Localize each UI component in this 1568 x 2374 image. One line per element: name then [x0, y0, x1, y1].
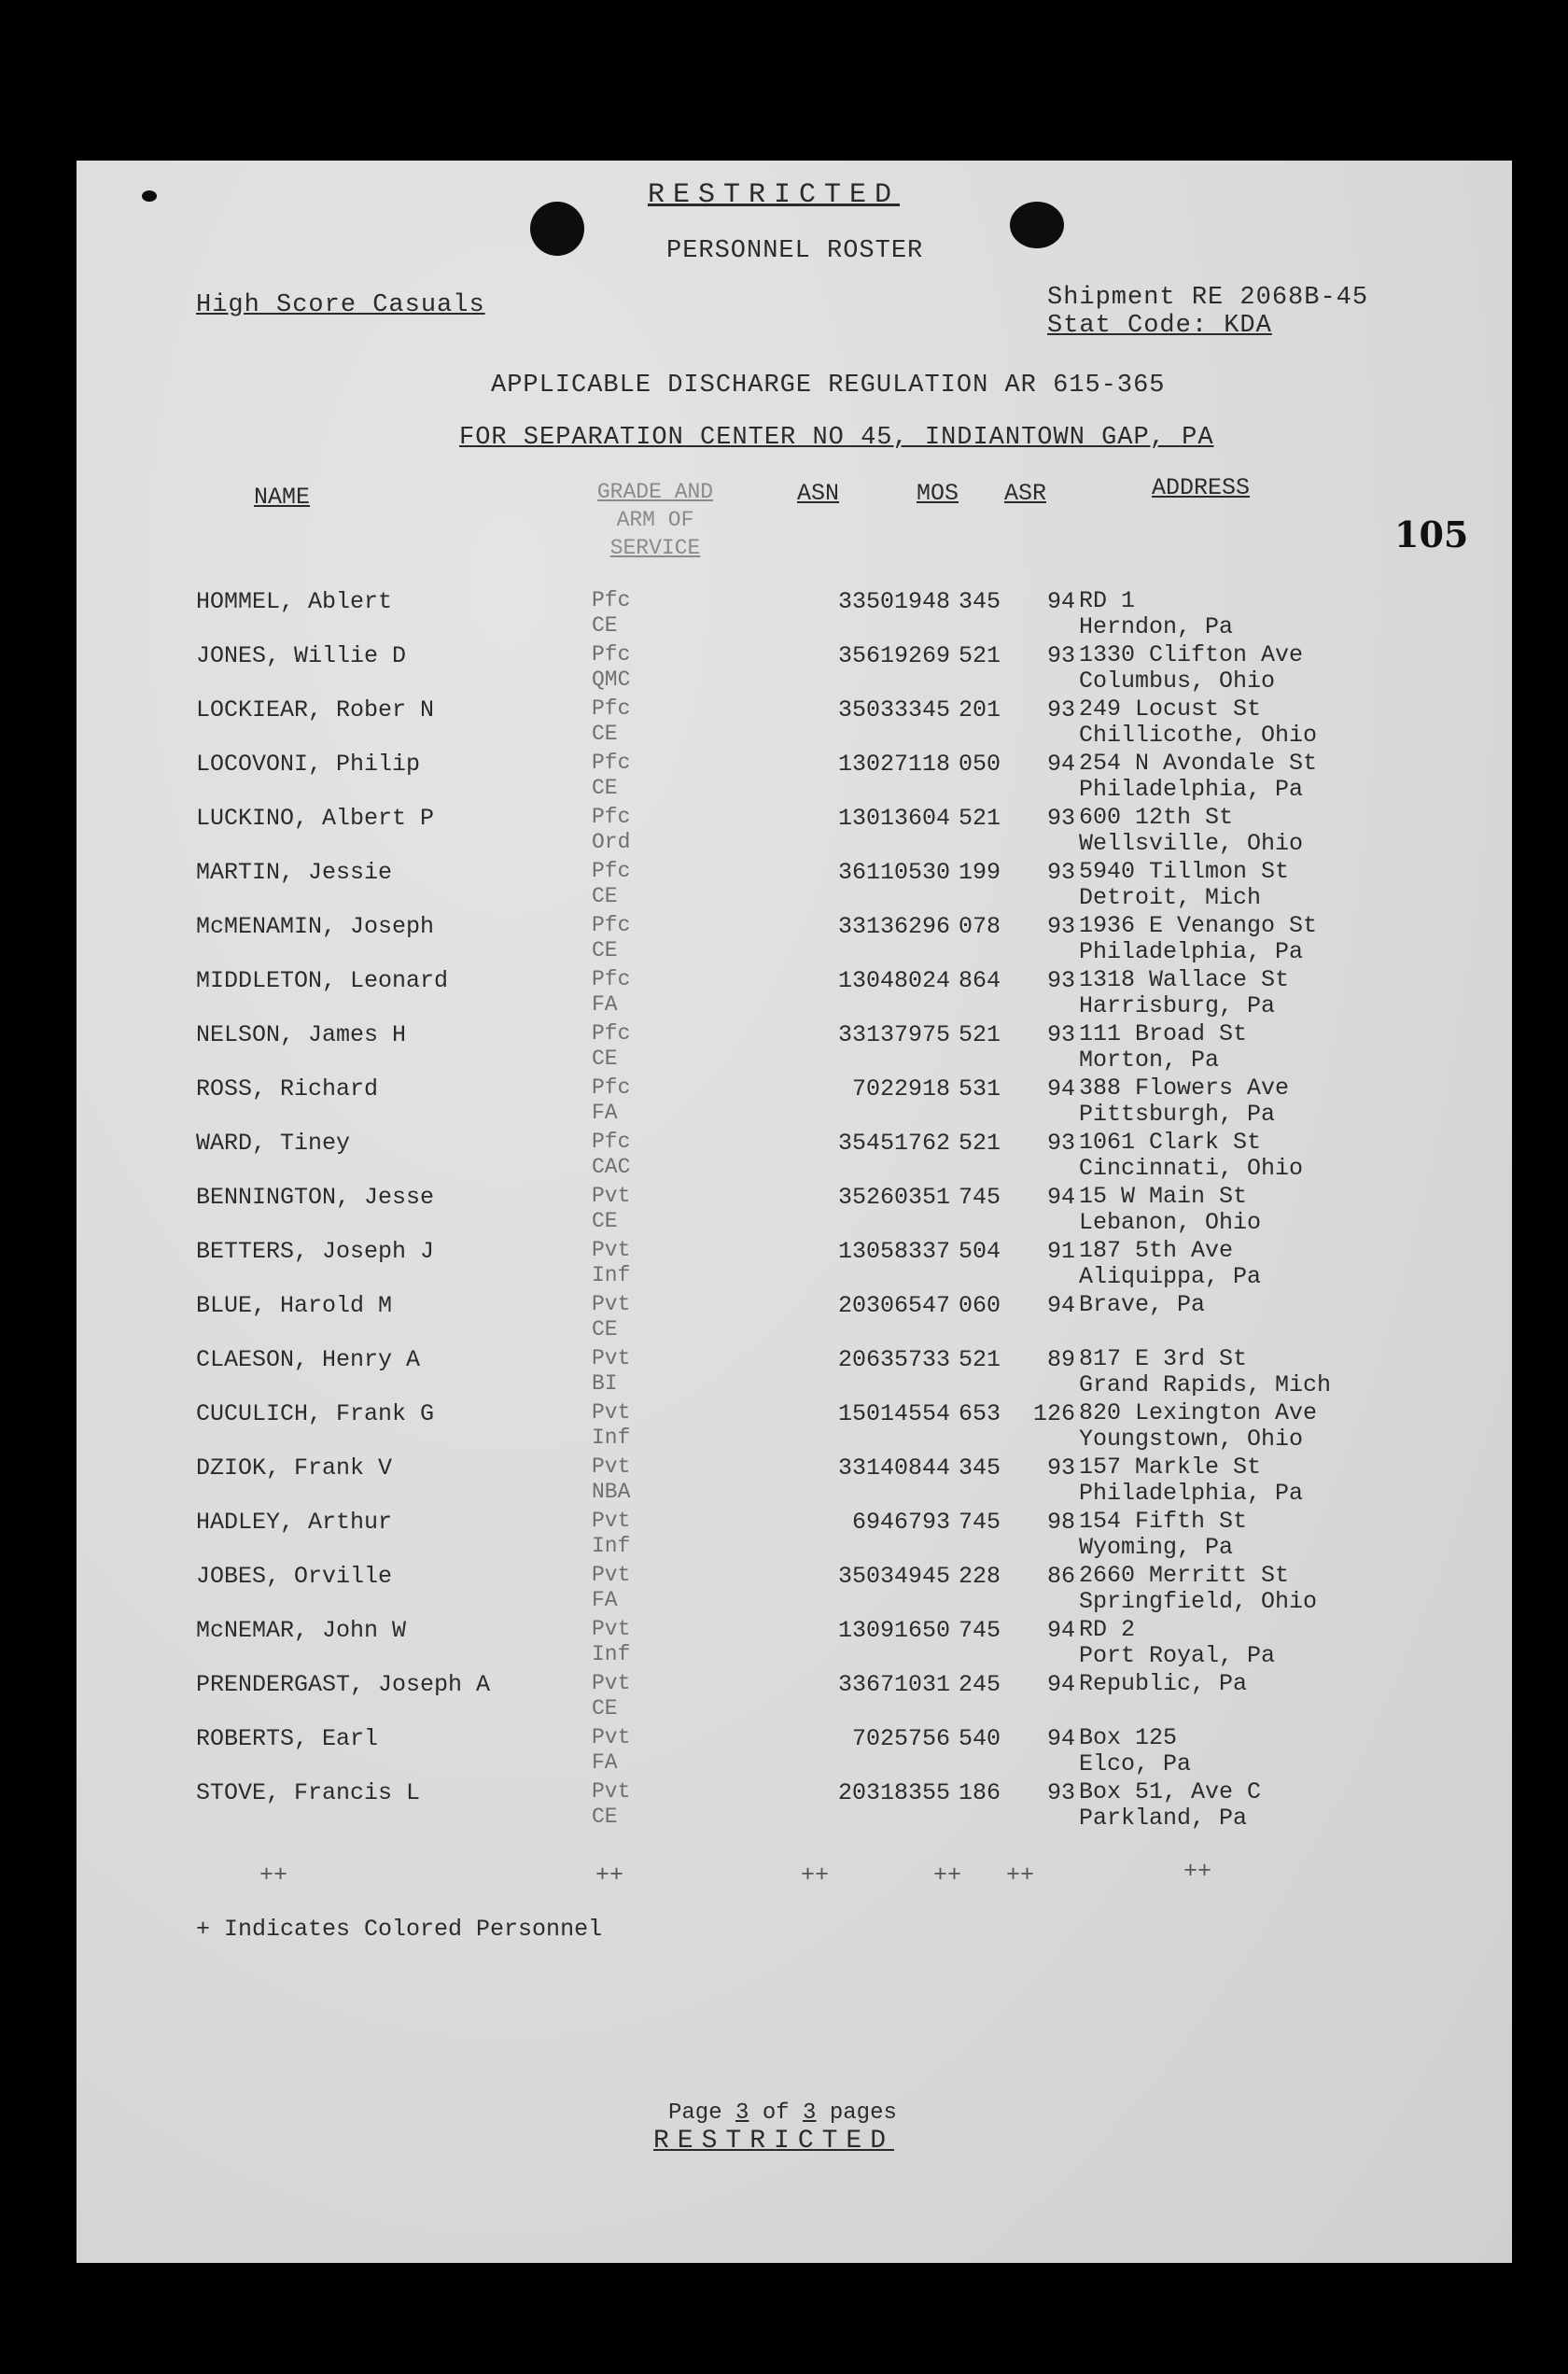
row-grade-rank: Pfc [592, 696, 631, 721]
row-mos: 504 [958, 1238, 1001, 1265]
row-grade-arm: CE [592, 613, 618, 638]
table-row [77, 588, 1512, 642]
row-address-line2: Pittsburgh, Pa [1079, 1101, 1276, 1128]
row-grade-rank: Pvt [592, 1238, 631, 1262]
row-address [1079, 1021, 1247, 1074]
row-asr: 94 [1046, 751, 1075, 778]
table-row [77, 1671, 1512, 1725]
row-address-line2: Columbus, Ohio [1079, 667, 1276, 695]
row-asr: 93 [1046, 805, 1075, 832]
row-grade-arm: Inf [592, 1263, 631, 1287]
table-row [77, 1238, 1512, 1292]
row-asn: 33501948 [837, 588, 950, 615]
roster-title: PERSONNEL ROSTER [666, 237, 924, 265]
row-grade-arm: CE [592, 776, 618, 800]
row-asn: 15014554 [837, 1400, 950, 1427]
row-address-line1: 157 Markle St [1079, 1454, 1262, 1481]
row-asn: 35619269 [837, 642, 950, 669]
row-grade-arm: CAC [592, 1155, 631, 1179]
row-grade [592, 1454, 630, 1505]
row-grade [592, 1509, 630, 1559]
row-grade [592, 805, 630, 855]
row-grade-rank: Pfc [592, 805, 631, 829]
row-name: MARTIN, Jessie [196, 859, 393, 886]
row-address-line1: 187 5th Ave [1079, 1237, 1234, 1264]
row-grade-rank: Pvt [592, 1346, 631, 1370]
row-grade-rank: Pfc [592, 642, 631, 667]
row-asn: 35451762 [837, 1130, 950, 1157]
row-asn: 13027118 [837, 751, 950, 778]
row-name: CLAESON, Henry A [196, 1346, 421, 1373]
row-grade-rank: Pvt [592, 1671, 631, 1695]
table-row [77, 1346, 1512, 1400]
row-name: McMENAMIN, Joseph [196, 913, 435, 940]
row-address [1079, 1454, 1303, 1507]
row-address [1079, 1238, 1261, 1290]
row-asn: 13048024 [837, 967, 950, 994]
row-address [1079, 1725, 1191, 1777]
row-address-line2: Wellsville, Ohio [1079, 830, 1304, 857]
table-row [77, 1130, 1512, 1184]
row-grade-arm: CE [592, 938, 618, 962]
row-address-line1: 817 E 3rd St [1079, 1345, 1248, 1372]
stat-code: Stat Code: KDA [1047, 312, 1272, 340]
row-address-line1: Box 125 [1079, 1724, 1178, 1751]
row-grade-rank: Pfc [592, 1021, 631, 1046]
row-address [1079, 642, 1303, 695]
table-row [77, 696, 1512, 751]
row-grade-rank: Pvt [592, 1454, 631, 1479]
separation-center: FOR SEPARATION CENTER NO 45, INDIANTOWN GAP, PA [459, 424, 1214, 452]
table-row [77, 913, 1512, 967]
row-address-line2: Port Royal, Pa [1079, 1642, 1276, 1669]
grade-header-line2: ARM OF [616, 508, 694, 532]
column-header-asr: ASR [1004, 480, 1047, 507]
row-asn: 6946793 [851, 1509, 950, 1536]
row-mos: 245 [958, 1671, 1001, 1698]
row-address-line1: 2660 Merritt St [1079, 1562, 1290, 1589]
row-asr: 93 [1046, 642, 1075, 669]
row-name: HADLEY, Arthur [196, 1509, 393, 1536]
row-asr: 94 [1046, 1075, 1075, 1103]
page-current: 3 [735, 2100, 749, 2126]
row-address-line2: Wyoming, Pa [1079, 1534, 1234, 1561]
row-grade-arm: FA [592, 1101, 618, 1125]
row-asr: 86 [1046, 1563, 1075, 1590]
row-address-line1: 249 Locust St [1079, 695, 1262, 723]
row-address-line2: Morton, Pa [1079, 1047, 1220, 1074]
table-row [77, 1184, 1512, 1238]
row-address [1079, 588, 1233, 640]
table-row [77, 1454, 1512, 1509]
row-address [1079, 1779, 1261, 1832]
row-name: CUCULICH, Frank G [196, 1400, 435, 1427]
row-grade-arm: CE [592, 1317, 618, 1342]
row-name: BETTERS, Joseph J [196, 1238, 435, 1265]
table-row [77, 1075, 1512, 1130]
row-grade-rank: Pvt [592, 1400, 631, 1425]
row-grade [592, 751, 630, 801]
row-grade [592, 1238, 630, 1288]
end-mark-asn: ++ [801, 1861, 830, 1889]
row-asr: 93 [1046, 967, 1075, 994]
row-asn: 33671031 [837, 1671, 950, 1698]
row-address-line1: 1318 Wallace St [1079, 966, 1290, 993]
grade-header-line3: SERVICE [609, 536, 701, 560]
row-grade [592, 967, 630, 1018]
row-address-line1: 154 Fifth St [1079, 1508, 1248, 1535]
table-row [77, 1509, 1512, 1563]
row-grade-arm: Inf [592, 1534, 631, 1558]
row-asn: 20635733 [837, 1346, 950, 1373]
row-mos: 745 [958, 1184, 1001, 1211]
row-address [1079, 696, 1317, 749]
row-name: JONES, Willie D [196, 642, 407, 669]
row-grade-arm: Ord [592, 830, 631, 854]
row-grade-arm: FA [592, 992, 618, 1017]
row-name: BENNINGTON, Jesse [196, 1184, 435, 1211]
row-address-line1: 600 12th St [1079, 804, 1234, 831]
table-row [77, 859, 1512, 913]
row-asn: 7022918 [851, 1075, 950, 1103]
shipment-number: Shipment RE 2068B-45 [1047, 284, 1369, 312]
row-address-line2: Philadelphia, Pa [1079, 1480, 1304, 1507]
row-grade-arm: CE [592, 1047, 618, 1071]
row-asr: 89 [1046, 1346, 1075, 1373]
row-address [1079, 1184, 1261, 1236]
column-header-asn: ASN [797, 480, 840, 507]
row-address-line2: Springfield, Ohio [1079, 1588, 1318, 1615]
row-address [1079, 751, 1317, 803]
table-row [77, 967, 1512, 1021]
row-asn: 33140844 [837, 1454, 950, 1482]
row-address-line1: Brave, Pa [1079, 1291, 1206, 1318]
row-address-line2: Detroit, Mich [1079, 884, 1262, 911]
row-grade-arm: CE [592, 1805, 618, 1829]
row-address-line2: Parkland, Pa [1079, 1805, 1248, 1832]
row-grade [592, 1617, 630, 1667]
row-grade [592, 1779, 630, 1830]
row-grade-rank: Pvt [592, 1563, 631, 1587]
row-grade [592, 1346, 630, 1397]
row-asr: 93 [1046, 1454, 1075, 1482]
row-address [1079, 1509, 1247, 1561]
row-grade-rank: Pvt [592, 1292, 631, 1316]
row-address [1079, 805, 1303, 857]
row-asn: 7025756 [851, 1725, 950, 1752]
row-asr: 93 [1046, 1779, 1075, 1806]
row-asr: 98 [1046, 1509, 1075, 1536]
row-grade-rank: Pvt [592, 1184, 631, 1208]
table-row [77, 642, 1512, 696]
row-address-line2: Lebanon, Ohio [1079, 1209, 1262, 1236]
row-mos: 050 [958, 751, 1001, 778]
row-asn: 13058337 [837, 1238, 950, 1265]
row-name: LUCKINO, Albert P [196, 805, 435, 832]
row-address-line1: 5940 Tillmon St [1079, 858, 1290, 885]
row-grade [592, 588, 630, 639]
row-address-line2: Herndon, Pa [1079, 613, 1234, 640]
row-address [1079, 1617, 1275, 1669]
row-grade [592, 859, 630, 909]
row-address [1079, 1671, 1247, 1697]
row-address [1079, 1400, 1317, 1453]
row-asn: 35033345 [837, 696, 950, 723]
restricted-header: RESTRICTED [648, 179, 901, 211]
row-asr: 94 [1046, 1671, 1075, 1698]
row-grade [592, 1400, 630, 1451]
row-grade-rank: Pfc [592, 859, 631, 883]
row-name: MIDDLETON, Leonard [196, 967, 449, 994]
row-address-line2: Cincinnati, Ohio [1079, 1155, 1304, 1182]
page-total: 3 [803, 2100, 817, 2126]
row-mos: 864 [958, 967, 1001, 994]
row-asr: 93 [1046, 913, 1075, 940]
row-address-line1: 1061 Clark St [1079, 1129, 1262, 1156]
row-grade [592, 1563, 630, 1613]
roster-page [77, 161, 1512, 2263]
row-mos: 078 [958, 913, 1001, 940]
row-grade-rank: Pfc [592, 1075, 631, 1100]
row-address [1079, 859, 1289, 911]
row-asr: 93 [1046, 1130, 1075, 1157]
row-address-line1: 388 Flowers Ave [1079, 1075, 1290, 1102]
restricted-footer: RESTRICTED [653, 2127, 895, 2156]
row-mos: 521 [958, 1021, 1001, 1048]
row-grade-arm: QMC [592, 667, 631, 692]
row-grade-rank: Pfc [592, 588, 631, 612]
row-grade-rank: Pfc [592, 1130, 631, 1154]
table-row [77, 1292, 1512, 1346]
row-grade-rank: Pfc [592, 967, 631, 991]
row-asr: 94 [1046, 1184, 1075, 1211]
row-address-line2: Elco, Pa [1079, 1750, 1192, 1777]
row-grade-arm: FA [592, 1588, 618, 1612]
row-address [1079, 1130, 1303, 1182]
row-asn: 35260351 [837, 1184, 950, 1211]
row-address [1079, 913, 1317, 965]
row-mos: 199 [958, 859, 1001, 886]
row-grade [592, 913, 630, 963]
row-name: McNEMAR, John W [196, 1617, 407, 1644]
row-grade [592, 696, 630, 747]
row-asr: 94 [1046, 1292, 1075, 1319]
end-mark-asr: ++ [1006, 1861, 1035, 1889]
table-row [77, 805, 1512, 859]
row-address-line2: Chillicothe, Ohio [1079, 722, 1318, 749]
row-address-line1: Box 51, Ave C [1079, 1778, 1262, 1805]
footnote: + Indicates Colored Personnel [196, 1916, 603, 1943]
row-address-line1: 820 Lexington Ave [1079, 1399, 1318, 1426]
row-address [1079, 967, 1289, 1019]
end-mark-grade: ++ [595, 1861, 624, 1889]
page-suffix: pages [829, 2100, 897, 2126]
row-asn: 20318355 [837, 1779, 950, 1806]
row-address-line1: 1330 Clifton Ave [1079, 641, 1304, 668]
row-grade-arm: CE [592, 1696, 618, 1721]
row-address-line2: Aliquippa, Pa [1079, 1263, 1262, 1290]
page-indicator [668, 2100, 897, 2126]
table-row [77, 1563, 1512, 1617]
row-mos: 060 [958, 1292, 1001, 1319]
row-grade-rank: Pfc [592, 751, 631, 775]
row-grade [592, 1184, 630, 1234]
table-row [77, 1779, 1512, 1833]
row-asr: 93 [1046, 696, 1075, 723]
table-row [77, 1400, 1512, 1454]
ink-blot [142, 190, 157, 202]
row-address [1079, 1563, 1317, 1615]
row-mos: 653 [958, 1400, 1001, 1427]
row-mos: 745 [958, 1617, 1001, 1644]
row-mos: 521 [958, 642, 1001, 669]
row-mos: 745 [958, 1509, 1001, 1536]
row-address [1079, 1075, 1289, 1128]
row-asr: 93 [1046, 1021, 1075, 1048]
row-grade [592, 1671, 630, 1721]
table-row [77, 1617, 1512, 1671]
row-name: BLUE, Harold M [196, 1292, 393, 1319]
table-row [77, 751, 1512, 805]
row-asn: 36110530 [837, 859, 950, 886]
row-asn: 20306547 [837, 1292, 950, 1319]
row-grade-rank: Pfc [592, 913, 631, 937]
column-header-name: NAME [254, 484, 311, 511]
row-grade [592, 1075, 630, 1126]
row-name: LOCKIEAR, Rober N [196, 696, 435, 723]
row-grade [592, 1021, 630, 1072]
row-address-line2: Grand Rapids, Mich [1079, 1371, 1332, 1398]
row-asn: 33136296 [837, 913, 950, 940]
row-grade [592, 642, 630, 693]
group-label: High Score Casuals [196, 291, 485, 319]
row-asr: 126 [1032, 1400, 1075, 1427]
row-grade-rank: Pvt [592, 1617, 631, 1641]
row-name: STOVE, Francis L [196, 1779, 421, 1806]
table-row [77, 1725, 1512, 1779]
row-name: HOMMEL, Ablert [196, 588, 393, 615]
punch-hole-right [1010, 202, 1064, 248]
row-address-line1: RD 2 [1079, 1616, 1136, 1643]
row-grade-rank: Pvt [592, 1725, 631, 1749]
row-grade-arm: Inf [592, 1426, 631, 1450]
row-asr: 94 [1046, 1617, 1075, 1644]
page-of: of [762, 2100, 790, 2126]
row-grade-arm: CE [592, 1209, 618, 1233]
row-name: JOBES, Orville [196, 1563, 393, 1590]
table-row [77, 1021, 1512, 1075]
row-grade-rank: Pvt [592, 1779, 631, 1804]
row-grade-arm: FA [592, 1750, 618, 1775]
page-prefix: Page [668, 2100, 722, 2126]
row-mos: 521 [958, 805, 1001, 832]
row-mos: 228 [958, 1563, 1001, 1590]
column-header-grade [571, 478, 739, 562]
row-mos: 540 [958, 1725, 1001, 1752]
row-address-line2: Philadelphia, Pa [1079, 776, 1304, 803]
end-mark-name: ++ [259, 1861, 288, 1889]
row-address-line1: 15 W Main St [1079, 1183, 1248, 1210]
end-mark-address: ++ [1183, 1858, 1212, 1885]
row-grade-arm: NBA [592, 1480, 631, 1504]
row-asr: 91 [1046, 1238, 1075, 1265]
row-grade [592, 1725, 630, 1776]
row-name: PRENDERGAST, Joseph A [196, 1671, 491, 1698]
column-header-address: ADDRESS [1152, 474, 1251, 501]
row-grade-arm: CE [592, 884, 618, 908]
row-mos: 201 [958, 696, 1001, 723]
row-asn: 33137975 [837, 1021, 950, 1048]
row-name: ROBERTS, Earl [196, 1725, 379, 1752]
row-mos: 521 [958, 1346, 1001, 1373]
row-address-line1: 1936 E Venango St [1079, 912, 1318, 939]
row-mos: 345 [958, 1454, 1001, 1482]
row-name: WARD, Tiney [196, 1130, 351, 1157]
row-address-line2: Harrisburg, Pa [1079, 992, 1276, 1019]
row-address-line1: 111 Broad St [1079, 1020, 1248, 1047]
row-mos: 345 [958, 588, 1001, 615]
row-address-line1: 254 N Avondale St [1079, 750, 1318, 777]
discharge-regulation: APPLICABLE DISCHARGE REGULATION AR 615-365 [491, 372, 1166, 400]
row-asr: 93 [1046, 859, 1075, 886]
row-address-line2: Philadelphia, Pa [1079, 938, 1304, 965]
row-mos: 186 [958, 1779, 1001, 1806]
row-asn: 35034945 [837, 1563, 950, 1590]
row-grade-rank: Pvt [592, 1509, 631, 1533]
row-grade-arm: CE [592, 722, 618, 746]
punch-hole-left [530, 202, 584, 256]
row-asn: 13013604 [837, 805, 950, 832]
row-mos: 521 [958, 1130, 1001, 1157]
row-grade [592, 1292, 630, 1342]
column-header-mos: MOS [917, 480, 959, 507]
end-mark-mos: ++ [933, 1861, 962, 1889]
row-name: NELSON, James H [196, 1021, 407, 1048]
row-mos: 531 [958, 1075, 1001, 1103]
row-name: LOCOVONI, Philip [196, 751, 421, 778]
row-grade [592, 1130, 630, 1180]
row-asr: 94 [1046, 1725, 1075, 1752]
row-address-line1: RD 1 [1079, 587, 1136, 614]
row-name: ROSS, Richard [196, 1075, 379, 1103]
row-asr: 94 [1046, 588, 1075, 615]
row-name: DZIOK, Frank V [196, 1454, 393, 1482]
row-asn: 13091650 [837, 1617, 950, 1644]
row-address [1079, 1346, 1331, 1398]
row-address-line2: Youngstown, Ohio [1079, 1426, 1304, 1453]
row-grade-arm: BI [592, 1371, 618, 1396]
row-grade-arm: Inf [592, 1642, 631, 1666]
row-address [1079, 1292, 1205, 1318]
row-address-line1: Republic, Pa [1079, 1670, 1248, 1697]
grade-header-line1: GRADE AND [596, 480, 714, 504]
page-stamp-number: 105 [1394, 513, 1469, 555]
